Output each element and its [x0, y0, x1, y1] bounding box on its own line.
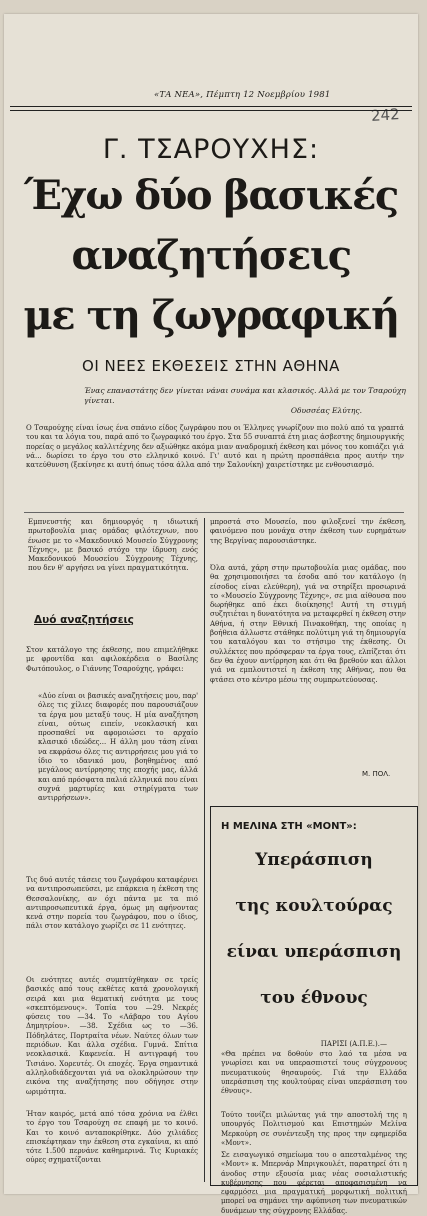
box-kicker: Η ΜΕΛΙΝΑ ΣΤΗ «ΜΟΝΤ»:: [221, 821, 357, 832]
col2-paragraph-2: Όλα αυτά, χάρη στην πρωτοβουλία μιας ομάδας, που θα χρησιμοποιήσει τα έσοδα από τον κατάλογο (η είσοδος είναι ελεύθερη), γιά να στηρίξει προσωρινά το «Μουσείο Σύγχρονης Τέχνης», σε μια αίθουσα που δωρήθηκε από έκει διοίκησης! Αυτή τη στιγμή συζητιέται η δυνατότητα να μεταφερθεί η έκθεση στην Αθήνα, ή στην Εθνική Πινακοθήκη, της οποίας η βοήθεια άλλωστε στάθηκε πολύτιμη γιά τη δημιουργία του καταλόγου και το στήσιμο της έκθεσης. Οι συλλέκτες που πρόσφεραν τα έργα τους, ελπίζεται ότι δεν θα έχουν αντίρρηση και ότι θα βρεθούν και άλλοι γιά να εμπλουτιστεί η έκθεση της Αθήνας, που θα φτάσει στο κέντρο μέσω της συμπρωτεύουσας.: [210, 564, 406, 684]
intro-rule: [24, 512, 404, 513]
box-paragraph-2: Τούτο τονίζει μιλώντας γιά την αποστολή της η υπουργός Πολιτισμού και Επιστημών Μελίνα Μερκούρη σε συνέντευξη της προς την εφημερίδα «Μοντ».: [221, 1111, 407, 1147]
motto-quote: Ένας επαναστάτης δεν γίνεται νάναι συνάμα και κλασικός. Αλλά με τον Τσαρούχη γίνεται.: [84, 386, 406, 406]
col2-paragraph-1: μπροστά στο Μουσείο, που φιλοξενεί την έκθεση, φαινόμενο που μονάχα στην έκθεση των ευρημάτων της Βεργίνας παρουσιάστηκε.: [210, 518, 406, 545]
box-headline-line-2: της κουλτούρας: [235, 896, 393, 916]
newspaper-clipping: [4, 14, 418, 1215]
motto-author: Οδυσσέας Ελύτης.: [290, 406, 362, 415]
top-rule-2: [10, 110, 412, 111]
article-subhead: ΟΙ ΝΕΕΣ ΕΚΘΕΣΕΙΣ ΣΤΗΝ ΑΘΗΝΑ: [82, 357, 340, 375]
col1-paragraph-2: Στον κατάλογο της έκθεσης, που επιμελήθηκε με φροντίδα και αφιλοκέρδεια ο Βασίλης Φωτόπουλος, ο Γιάννης Τσαρούχης, γράφει:: [26, 646, 198, 673]
col1-quote: «Δύο είναι οι βασικές αναζητήσεις μου, παρ' όλες τις χίλιες διαφορές που παρουσιάζουν τα έργα μου μεταξύ τους. Η μία αναζήτηση είναι, ούτως ειπείν, νεοκλασική και προσπαθεί να αφομοιώσει το αρχαίο κλασικό ιδεώδες... Η άλλη μου τάση είναι να εκφράσω όλες τις αντιρρήσεις μου γιά το ίδιο το ιδανικό μου, βοηθημένος από μεγάλους αντίρρησης της εποχής μας, άλλά και από πρόσφατα παλιά ελληνικά που είναι συχνά μαρτυρίες και στηρίγματα των αντιρρήσεων».: [38, 692, 198, 803]
author-signature: Μ. ΠΟΛ.: [362, 770, 391, 778]
section-heading: Δυό αναζητήσεις: [34, 614, 134, 626]
intro-paragraph: Ο Τσαρούχης είναι ίσως ένα σπάνιο είδος ζωγράφου που οι Έλληνες γνωρίζουν πιο πολύ από τα γραπτά του και τα λόγια του, παρά από το ζωγραφικό του έργο. Στα 55 συναπτά έτη μιας άσβεστης δημιουργικής πορείας ο μεγάλος καλλιτέχνης δεν αξιώθηκε ακόμα μιαν αναδρομική έκθεση και μόνος του κοπιάζει γιά νά... δωρίσει το έργο του στο ελληνικό κοινό. Γι' αυτό και η πρώτη προσπάθεια προς αυτήν την κατεύθυνση (ξεκίνησε κι αυτή όπως τόσα άλλα από την Σαλονίκη) χαιρετίστηκε με ενθουσιασμό.: [26, 424, 404, 470]
top-rule: [10, 106, 412, 107]
box-paragraph-1: «Θα πρέπει να δοθούν στο λαό τα μέσα να γνωρίσει και να υπερασπιστεί τους σύγχρονους πνευματικούς θησαυρούς. Γιά την Ελλάδα υπεράσπιση της κουλτούρας είναι υπεράσπιση του έθνους».: [221, 1050, 407, 1096]
box-dateline: ΠΑΡΙΣΙ (Α.Π.Ε.).—: [320, 1040, 387, 1048]
headline-line-1: Έχω δύο βασικές: [24, 172, 398, 219]
handwritten-page-number: 242: [370, 105, 401, 125]
headline-line-2: αναζητήσεις: [71, 232, 351, 279]
sidebar-story-box: [210, 806, 418, 1215]
col1-paragraph-1: Εμπνευστής και δημιουργός η ιδιωτική πρωτοβουλία μιας ομάδας φιλότεχνων, που ένωσε με το «Μακεδονικό Μουσείο Σύγχρονης Τέχνης», με βασικό στόχο την ίδρυση ενός Μακεδονικού Μουσείου Σύγχρονης Τέχνης, που δεν θ' αργήσει να γίνει πραγματικότητα.: [28, 518, 198, 573]
article-kicker: Γ. ΤΣΑΡΟΥΧΗΣ:: [102, 134, 320, 165]
box-headline-line-4: του έθνους: [260, 988, 368, 1008]
box-paragraph-3: Σε εισαγωγικό σημείωμα του ο απεσταλμένος της «Μοντ» κ. Μπερνάρ Μπριγκουλέτ, παρατηρεί ότι η άνοδος στην εξουσία μιας νέας σοσιαλιστικής κυβέρνησης που φέρεται αποφασισμένη να εφαρμόσει μια πραγματική μορφωτική πολιτική μπορεί να σημάνει την αφύπνιση των πνευματικών δυνάμεων της σύγχρονης Ελλάδας.: [221, 1151, 407, 1215]
headline-line-3: με τη ζωγραφική: [23, 292, 399, 339]
col1-paragraph-4: Οι ενότητες αυτές συμπτύχθηκαν σε τρείς βασικές από τους εκθέτες κατά χρονολογική σειρά και μια θεματική ενότητα με τους «σκεπτόμενους». Τοπία του —29. Νεκρές φύσεις του —34. Το «Λάβαρο του Αγίου Δημητρίου». —38. Σχέδια ως το —36. Πόδηλάτες, Πορτραίτα νέων. Ναύτες όλων των περιόδων. Και άλλα σχέδια. Γυμνά. Σπίτια νεοκλασικά. Καφενεία. Η αντιγραφή του Τισιάνο. Χορευτές. Οι εποχές. Έργα σημαντικά αλληλοδιάδεχονται γιά να ολοκληρώσουν την εικόνα της αναζήτησης που οδήγησε στην ωριμότητα.: [26, 976, 198, 1096]
box-headline-line-3: είναι υπεράσπιση: [226, 942, 402, 962]
masthead-dateline: «ΤΑ ΝΕΑ», Πέμπτη 12 Νοεμβρίου 1981: [154, 90, 331, 100]
col1-paragraph-3: Τις δυό αυτές τάσεις του ζωγράφου καταφέρνει να αντιπροσωπεύσει, με επάρκεια η έκθεση της Θεσσαλονίκης, αν όχι πάντα με τα πιό αντιπροσωπευτικά έργα, όμως μη αφήνοντας κενά στην πορεία του ζωγράφου, που ο ίδιος, πάλι στον κατάλογο χωρίζει σε 11 ενότητες.: [26, 876, 198, 931]
column-rule: [204, 518, 205, 1182]
box-headline-line-1: Υπεράσπιση: [255, 850, 373, 870]
col1-paragraph-5: Ήταν καιρός, μετά από τόσα χρόνια να έλθει το έργο του Τσαρούχη σε επαφή με το κοινό. Και το κοινό ανταποκρίθηκε. Δύο χιλιάδες επισκέφτηκαν την έκθεση στα εγκαίνια, κι από τότε 1.500 περνάνε καθημερινά. Τις Κυριακές ούρες σχηματίζονται: [26, 1110, 198, 1165]
